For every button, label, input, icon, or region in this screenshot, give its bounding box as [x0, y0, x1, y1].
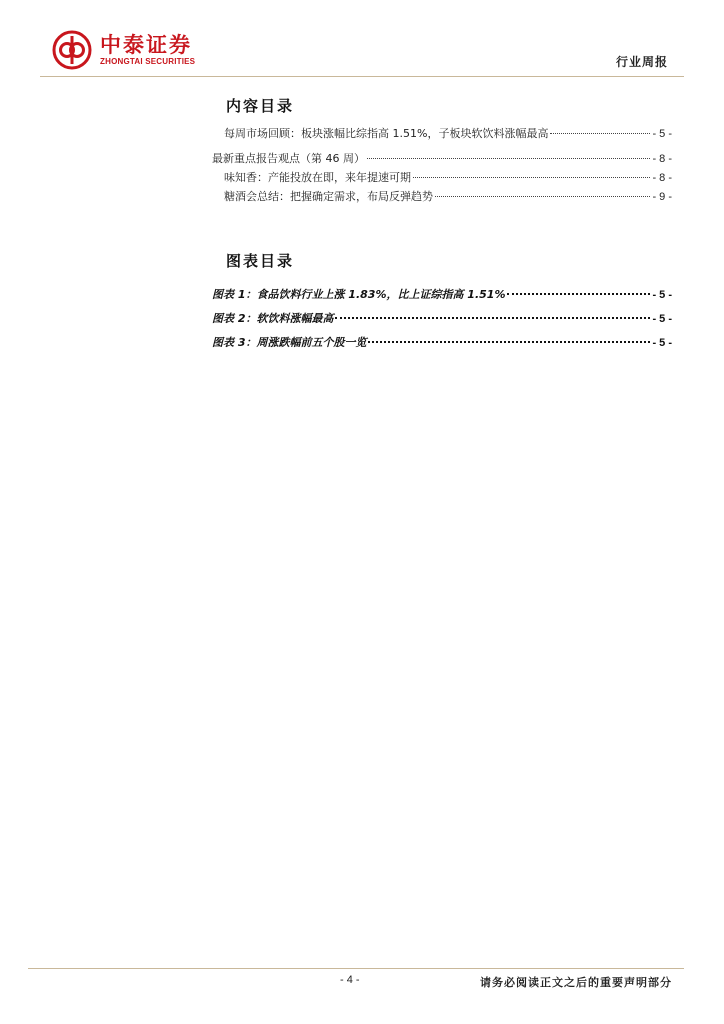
figure-entry-label: 图表 1：食品饮料行业上涨 1.83%，比上证综指高 1.51%: [212, 288, 506, 301]
toc-entry-label: 味知香：产能投放在即，来年提速可期: [224, 171, 411, 184]
footer-disclaimer: 请务必阅读正文之后的重要声明部分: [480, 976, 672, 989]
toc-entry-page: - 9 -: [652, 191, 672, 203]
dot-leader: [550, 133, 650, 134]
document-type-label: 行业周报: [615, 55, 668, 69]
zhongtai-logo-icon: [52, 30, 92, 70]
figure-entry-page: - 5 -: [652, 289, 672, 301]
toc-entry-label: 每周市场回顾：板块涨幅比综指高 1.51%，子板块软饮料涨幅最高: [224, 127, 549, 140]
dot-leader: [413, 177, 650, 178]
figure-entry-label: 图表 3：周涨跌幅前五个股一览: [212, 336, 367, 349]
dot-leader: [367, 158, 650, 159]
toc-entry-page: - 8 -: [652, 153, 672, 165]
header-divider: [40, 76, 684, 77]
logo-english-name: ZHONGTAI SECURITIES: [100, 57, 196, 66]
page-number: - 4 -: [340, 974, 360, 986]
toc-entry[interactable]: [224, 188, 672, 204]
toc-entry[interactable]: [224, 125, 672, 141]
toc-entry-label: 最新重点报告观点（第 46 周）: [212, 152, 365, 165]
figure-list-title: 图表目录: [226, 252, 295, 270]
toc-entry-label: 糖酒会总结：把握确定需求，布局反弹趋势: [224, 190, 433, 203]
toc-entry[interactable]: [212, 150, 672, 166]
dot-leader: [368, 341, 650, 343]
company-logo: [52, 28, 195, 72]
toc-entry-page: - 8 -: [652, 172, 672, 184]
figure-entry-page: - 5 -: [652, 337, 672, 349]
toc-title: 内容目录: [226, 97, 295, 115]
dot-leader: [335, 317, 650, 319]
dot-leader: [507, 293, 650, 295]
figure-entry-page: - 5 -: [652, 313, 672, 325]
footer-divider: [28, 968, 684, 969]
figure-entry[interactable]: [212, 334, 672, 350]
toc-entry-page: - 5 -: [652, 128, 672, 140]
logo-chinese-name: 中泰证券: [100, 33, 192, 57]
figure-entry[interactable]: [212, 310, 672, 326]
dot-leader: [435, 196, 650, 197]
figure-entry[interactable]: [212, 286, 672, 302]
figure-entry-label: 图表 2：软饮料涨幅最高: [212, 312, 334, 325]
toc-entry[interactable]: [224, 169, 672, 185]
